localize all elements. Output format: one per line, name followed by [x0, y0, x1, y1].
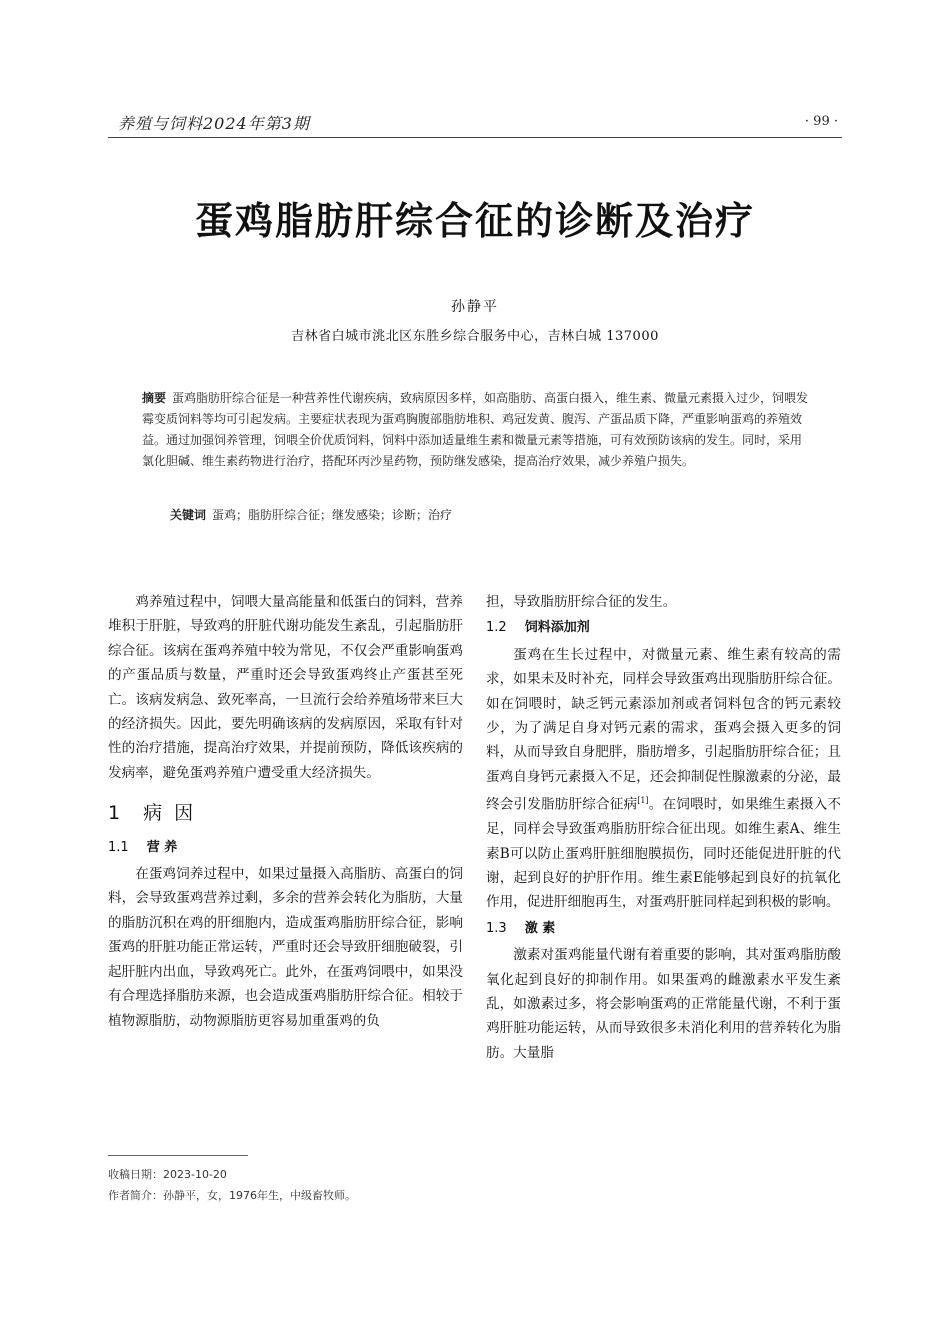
abstract-label: 摘要: [142, 391, 167, 405]
citation-ref[interactable]: [1]: [637, 796, 649, 806]
section-1-2-text-b: 。在饲喂时，如果维生素摄入不足，同样会导致蛋鸡脂肪肝综合征出现。如维生素A、维生素B可以防止蛋鸡肝脏细胞膜损伤，同时还能促进肝脏的代谢，起到良好的护肝作用。维生素E能够起到良好的抗氧化作用，促进肝细胞再生，对蛋鸡肝脏同样起到积极的影响。: [486, 796, 842, 911]
journal-header: 养殖与饲料2024年第3期: [118, 114, 310, 133]
section-1-2-text-a: 蛋鸡在生长过程中，对微量元素、维生素有较高的需求，如果未及时补充，同样会导致蛋鸡出现脂肪肝综合征。如在饲喂时，缺乏钙元素添加剂或者饲料包含的钙元素较少，为了满足自身对钙元素的需求，蛋鸡会摄入更多的饲料，从而导致自身肥胖，脂肪增多，引起脂肪肝综合征；且蛋鸡自身钙元素摄入不足，还会抑制促性腺激素的分泌，最终会引发脂肪肝综合征病: [486, 646, 841, 813]
section-1-1-number: 1.1: [108, 839, 129, 855]
footnote-divider: [108, 1155, 248, 1156]
section-1-1-paragraph: 在蛋鸡饲养过程中，如果过量摄入高脂肪、高蛋白的饲料，会导致蛋鸡营养过剩，多余的营养会转化为脂肪，大量的脂肪沉积在鸡的肝细胞内，造成蛋鸡脂肪肝综合征，影响蛋鸡的肝脏功能正常运转，严重时还会导致肝细胞破裂，引起肝脏内出血，导致鸡死亡。此外，在蛋鸡饲喂中，如果没有合理选择脂肪来源，也会造成蛋鸡脂肪肝综合征。相较于植物源脂肪，动物源脂肪更容易加重蛋鸡的负: [108, 866, 463, 1029]
section-1-2-paragraph: [486, 643, 841, 915]
keywords-text: 蛋鸡；脂肪肝综合征；继发感染；诊断；治疗: [212, 508, 453, 522]
section-1-number: 1: [108, 802, 124, 825]
author-bio: 作者简介：孙静平，女，1976年生，中级畜牧师。: [108, 1189, 356, 1202]
keywords: [170, 506, 810, 523]
right-column: [486, 590, 841, 1065]
page-number: · 99 ·: [804, 114, 838, 129]
section-1-3-number: 1.3: [486, 920, 507, 936]
section-1-title: 病 因: [143, 802, 197, 825]
intro-paragraph: 鸡养殖过程中，饲喂大量高能量和低蛋白的饲料，营养堆积于肝脏，导致鸡的肝脏代谢功能发生紊乱，引起脂肪肝综合征。该病在蛋鸡养殖中较为常见，不仅会严重影响蛋鸡的产蛋品质与数量，严重时还会导致蛋鸡终止产蛋甚至死亡。该病发病急、致死率高，一旦流行会给养殖场带来巨大的经济损失。因此，要先明确该病的发病原因，采取有针对性的治疗措施，提高治疗效果，并提前预防，降低该疾病的发病率，避免蛋鸡养殖户遭受重大经济损失。: [108, 594, 463, 781]
received-date: 收稿日期：2023-10-20: [108, 1168, 227, 1181]
section-1-1-heading: [108, 836, 463, 860]
author-name: 孙静平: [451, 299, 499, 315]
article-title: 蛋鸡脂肪肝综合征的诊断及治疗: [194, 199, 755, 243]
author-affiliation: 吉林省白城市洮北区东胜乡综合服务中心，吉林白城 137000: [291, 329, 659, 344]
section-1-1-title: 营 养: [146, 839, 178, 855]
section-1-2-heading: [486, 616, 841, 640]
abstract: [142, 388, 813, 472]
section-1-1-continuation: 担，导致脂肪肝综合征的发生。: [486, 594, 677, 610]
section-1-3-title: 激 素: [524, 920, 556, 936]
section-1-3-heading: [486, 917, 841, 941]
header-divider: [108, 137, 842, 138]
section-1-2-number: 1.2: [486, 620, 507, 636]
section-1-2-title: 饲料添加剂: [524, 620, 590, 636]
keywords-label: 关键词: [170, 508, 207, 522]
abstract-text: 蛋鸡脂肪肝综合征是一种营养性代谢疾病，致病原因多样，如高脂肪、高蛋白摄入，维生素、微量元素摄入过少，饲喂发霉变质饲料等均可引起发病。主要症状表现为蛋鸡胸腹部脂肪堆积、鸡冠发黄、腹泻、产蛋品质下降，严重影响蛋鸡的养殖效益。通过加强饲养管理，饲喂全价优质饲料，饲料中添加适量维生素和微量元素等措施，可有效预防该病的发生。同时，采用氯化胆碱、维生素药物进行治疗，搭配环丙沙星药物，预防继发感染，提高治疗效果，减少养殖户损失。: [142, 391, 809, 468]
section-1-heading: [108, 801, 463, 825]
section-1-3-paragraph: 激素对蛋鸡能量代谢有着重要的影响，其对蛋鸡脂肪酸氧化起到良好的抑制作用。如果蛋鸡的雌激素水平发生紊乱，如激素过多，将会影响蛋鸡的正常能量代谢，不利于蛋鸡肝脏功能运转，从而导致很多未消化利用的营养转化为脂肪。大量脂: [486, 947, 841, 1061]
left-column: [108, 590, 463, 1033]
